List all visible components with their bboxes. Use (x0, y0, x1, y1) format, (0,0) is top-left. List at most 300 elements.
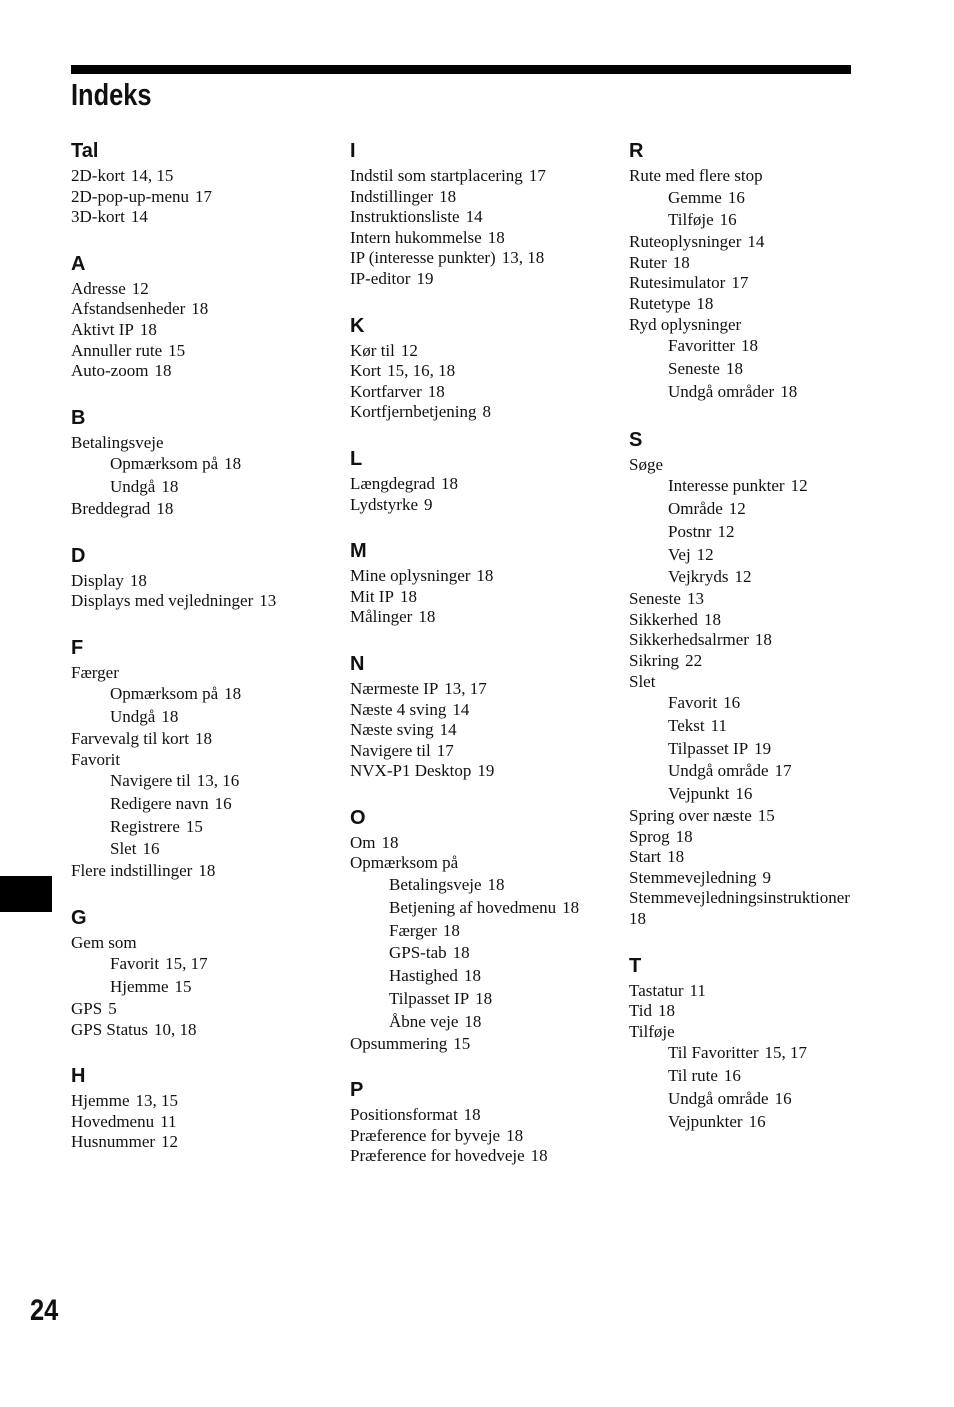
index-entry (629, 315, 919, 336)
index-entry (71, 1132, 333, 1153)
index-subentry (668, 760, 919, 783)
index-section (350, 311, 612, 423)
index-subentry (668, 692, 919, 715)
entry-pages: 14 (439, 720, 457, 740)
index-entry (350, 679, 612, 700)
entry-pages: 18 (667, 847, 685, 867)
index-entry (71, 187, 333, 208)
entry-term: Rutesimulator (629, 273, 726, 293)
index-section (71, 403, 333, 520)
entry-pages: 15 (757, 806, 775, 826)
index-subentry (668, 715, 919, 738)
index-entry (350, 1105, 612, 1126)
entry-term: Seneste (629, 589, 681, 609)
entry-term: Intern hukommelse (350, 227, 482, 247)
index-subentry (668, 1042, 919, 1065)
index-entry (350, 1146, 612, 1167)
entry-term: Registrere (110, 816, 180, 836)
index-entry (629, 589, 919, 610)
entry-pages: 11 (710, 715, 727, 735)
index-subentry (389, 897, 612, 920)
entry-term: Displays med vejledninger (71, 591, 254, 611)
top-rule (71, 65, 851, 74)
entry-pages: 16 (727, 187, 745, 207)
entry-pages: 16 (723, 1066, 741, 1086)
index-section (350, 803, 612, 1054)
index-entry (629, 253, 919, 274)
entry-pages: 14 (452, 699, 470, 719)
entry-term: Redigere navn (110, 793, 209, 813)
entry-pages: 18 (475, 989, 493, 1009)
index-subentry (668, 475, 919, 498)
index-entry (350, 607, 612, 628)
index-entry (71, 750, 333, 771)
entry-term: Husnummer (71, 1132, 156, 1152)
index-entry (71, 207, 333, 228)
entry-pages: 18 (139, 319, 157, 339)
index-section (629, 136, 919, 404)
entry-pages: 18 (487, 227, 505, 247)
entry-term: Gem som (71, 932, 137, 952)
index-entry (350, 382, 612, 403)
index-entry (629, 610, 919, 631)
index-entry (350, 402, 612, 423)
entry-term: Rute med flere stop (629, 166, 763, 185)
entry-pages: 17 (436, 740, 454, 760)
page-title: Indeks (71, 77, 152, 112)
index-section (71, 541, 333, 612)
entry-pages: 15, 17 (764, 1043, 808, 1063)
index-entry (71, 1091, 333, 1112)
entry-term: GPS (71, 999, 103, 1019)
section-letter: P (350, 1079, 364, 1102)
index-entry (71, 166, 333, 187)
chapter-tab-marker (0, 876, 52, 912)
entry-pages: 5 (108, 999, 117, 1019)
index-entry (71, 861, 333, 882)
index-entry (71, 999, 333, 1020)
entry-pages: 22 (685, 650, 703, 670)
entry-pages: 15, 16, 18 (387, 361, 456, 381)
index-section (350, 444, 612, 515)
entry-term: Opmærksom på (110, 454, 219, 474)
entry-pages: 18 (658, 1001, 676, 1021)
index-subentry (668, 381, 919, 404)
index-subentry (110, 793, 333, 816)
entry-pages: 18 (562, 897, 580, 917)
entry-pages: 18 (452, 943, 470, 963)
index-section (71, 249, 333, 382)
entry-term: Til Favoritter (668, 1043, 759, 1063)
entry-pages: 14 (747, 232, 765, 252)
section-letter: F (71, 636, 84, 659)
entry-pages: 9 (424, 494, 433, 514)
entry-term: Undgå (110, 707, 156, 727)
entry-term: Favorit (110, 954, 160, 974)
index-section (629, 951, 919, 1134)
entry-pages: 14, 15 (130, 166, 174, 185)
entry-term: Slet (629, 671, 656, 691)
entry-term: Til rute (668, 1066, 718, 1086)
entry-pages: 18 (672, 252, 690, 272)
index-section (71, 633, 333, 882)
entry-pages: 12 (400, 340, 418, 360)
index-entry (350, 207, 612, 228)
entry-term: Positionsformat (350, 1105, 458, 1125)
entry-pages: 13 (259, 591, 277, 611)
entry-pages: 17 (774, 761, 792, 781)
entry-term: Tekst (668, 715, 705, 735)
index-subentry (668, 1088, 919, 1111)
entry-pages: 10, 18 (154, 1019, 197, 1039)
entry-pages: 16 (214, 793, 232, 813)
section-letter: A (71, 252, 86, 275)
entry-term: Annuller rute (71, 340, 163, 360)
entry-pages: 18 (506, 1125, 524, 1145)
entry-term: Favorit (71, 749, 121, 769)
entry-term: Stemmevejledningsinstruktioner (629, 888, 850, 908)
index-entry (629, 672, 919, 693)
index-entry (71, 361, 333, 382)
entry-term: Færger (389, 920, 437, 940)
entry-term: Vejkryds (668, 567, 729, 587)
entry-term: Opmærksom på (350, 853, 459, 873)
index-entry (350, 700, 612, 721)
entry-term: Vej (668, 544, 691, 564)
entry-term: Målinger (350, 607, 413, 627)
entry-pages: 18 (703, 609, 721, 629)
index-entry (71, 1112, 333, 1133)
index-subentry (668, 566, 919, 589)
entry-pages: 18 (129, 570, 147, 590)
index-subentry (110, 476, 333, 499)
entry-pages: 14 (130, 207, 148, 227)
entry-pages: 18 (675, 826, 693, 846)
index-entry (629, 868, 919, 889)
entry-term: IP-editor (350, 268, 411, 288)
index-entry (71, 571, 333, 592)
index-section (350, 136, 612, 290)
entry-term: Adresse (71, 278, 126, 298)
entry-term: Undgå områder (668, 381, 775, 401)
index-entry (71, 279, 333, 300)
entry-term: Favorit (668, 693, 718, 713)
index-subentry (389, 920, 612, 943)
index-entry (350, 761, 612, 782)
entry-term: Betalingsveje (71, 432, 164, 452)
entry-term: Gemme (668, 187, 722, 207)
index-subentry (668, 498, 919, 521)
entry-pages: 16 (719, 210, 737, 230)
entry-term: 2D-kort (71, 166, 125, 185)
entry-term: Postnr (668, 521, 712, 541)
entry-pages: 15 (185, 816, 203, 836)
entry-pages: 18 (780, 381, 798, 401)
index-entry (71, 499, 333, 520)
entry-pages: 12 (131, 278, 149, 298)
entry-pages: 18 (224, 454, 242, 474)
index-column-1 (71, 136, 333, 1153)
section-letter: L (350, 447, 363, 470)
index-entry (71, 433, 333, 454)
index-entry (350, 474, 612, 495)
index-subentry (389, 1011, 612, 1034)
entry-pages: 18 (487, 875, 505, 895)
section-letter: B (71, 406, 86, 429)
entry-term: Vejpunkt (668, 784, 730, 804)
entry-term: 2D-pop-up-menu (71, 186, 190, 206)
entry-term: Tid (629, 1001, 653, 1021)
entry-pages: 12 (734, 567, 752, 587)
index-entry (350, 1126, 612, 1147)
section-letter: I (350, 140, 356, 162)
entry-term: Slet (110, 839, 137, 859)
entry-pages: 16 (774, 1089, 792, 1109)
entry-pages: 13, 15 (135, 1091, 179, 1111)
index-column-3 (629, 136, 919, 1134)
entry-term: GPS Status (71, 1019, 148, 1039)
entry-term: Tilpasset IP (668, 738, 749, 758)
index-section (350, 536, 612, 628)
entry-term: Flere indstillinger (71, 861, 193, 881)
entry-term: Søge (629, 454, 663, 474)
entry-pages: 18 (381, 832, 399, 852)
index-entry (71, 341, 333, 362)
entry-term: Navigere til (350, 740, 431, 760)
index-entry (350, 587, 612, 608)
entry-term: Tilføje (668, 210, 714, 230)
entry-pages: 15 (168, 340, 186, 360)
entry-term: Næste sving (350, 720, 434, 740)
index-section (71, 136, 333, 228)
entry-term: Aktivt IP (71, 319, 134, 339)
entry-pages: 17 (731, 273, 749, 293)
index-section (629, 425, 919, 930)
entry-term: Hjemme (71, 1091, 130, 1111)
index-subentry (110, 953, 333, 976)
entry-pages: 18 (399, 586, 417, 606)
index-entry (71, 933, 333, 954)
entry-term: Opmærksom på (110, 684, 219, 704)
entry-pages: 15, 17 (165, 954, 208, 974)
entry-term: Instruktionsliste (350, 207, 460, 227)
entry-pages: 18 (741, 336, 759, 356)
entry-pages: 12 (790, 476, 808, 496)
entry-pages: 13, 18 (501, 248, 545, 268)
entry-pages: 19 (477, 761, 495, 781)
entry-term: Hastighed (389, 966, 458, 986)
section-letter: N (350, 652, 365, 675)
entry-term: Sikring (629, 650, 680, 670)
entry-pages: 18 (442, 920, 460, 940)
index-subentry (110, 816, 333, 839)
page-number: 24 (30, 1294, 59, 1327)
entry-term: Display (71, 570, 124, 590)
entry-pages: 18 (464, 1011, 482, 1031)
entry-pages: 16 (723, 693, 741, 713)
index-subentry (110, 976, 333, 999)
index-entry (350, 187, 612, 208)
index-subentry (668, 738, 919, 761)
entry-term: Kør til (350, 340, 395, 360)
index-entry (629, 847, 919, 868)
index-entry (350, 495, 612, 516)
entry-pages: 18 (725, 358, 743, 378)
index-column-2 (350, 136, 612, 1167)
index-entry (629, 888, 919, 909)
index-subentry (389, 874, 612, 897)
entry-term: Præference for hovedveje (350, 1146, 525, 1166)
entry-term: Betalingsveje (389, 875, 482, 895)
index-entry (629, 1022, 919, 1043)
index-subentry (668, 335, 919, 358)
index-entry (71, 1020, 333, 1041)
entry-pages: 18 (439, 186, 457, 206)
entry-term: Interesse punkter (668, 476, 785, 496)
entry-term: Rutetype (629, 293, 691, 313)
entry-pages: 11 (689, 980, 706, 1000)
entry-pages: 12 (161, 1132, 179, 1152)
entry-pages: 18 (154, 361, 172, 381)
entry-term: 3D-kort (71, 207, 125, 227)
index-entry (350, 853, 612, 874)
index-entry (629, 166, 919, 187)
entry-term: Navigere til (110, 771, 191, 791)
index-entry (71, 591, 333, 612)
entry-term: Opsummering (350, 1033, 448, 1053)
entry-term: Farvevalg til kort (71, 728, 190, 748)
entry-term: Tastatur (629, 980, 684, 1000)
entry-term: Favoritter (668, 336, 736, 356)
entry-term: Nærmeste IP (350, 678, 439, 698)
entry-term: Breddegrad (71, 498, 151, 518)
entry-pages: 16 (748, 1111, 766, 1131)
entry-term: Vejpunkter (668, 1111, 743, 1131)
entry-pages: 18 (156, 498, 174, 518)
index-entry (629, 651, 919, 672)
index-entry (629, 981, 919, 1002)
entry-pages: 13, 17 (444, 678, 487, 698)
index-section (71, 903, 333, 1040)
index-entry (350, 833, 612, 854)
section-letter: S (629, 428, 643, 451)
entry-term: Spring over næste (629, 806, 752, 826)
entry-term: 18 (629, 909, 646, 929)
index-entry (629, 273, 919, 294)
entry-term: Område (668, 498, 723, 518)
entry-term: Kortfjernbetjening (350, 402, 477, 422)
entry-term: Lydstyrke (350, 494, 418, 514)
index-subentry (110, 706, 333, 729)
index-entry (71, 299, 333, 320)
index-entry (350, 341, 612, 362)
section-letter: O (350, 806, 366, 829)
index-subentry (668, 1111, 919, 1134)
entry-pages: 9 (762, 867, 771, 887)
entry-term: GPS-tab (389, 943, 447, 963)
entry-term: IP (interesse punkter) (350, 248, 496, 268)
index-entry (629, 1001, 919, 1022)
index-entry (629, 630, 919, 651)
index-entry (629, 909, 919, 930)
index-subentry (110, 683, 333, 706)
entry-pages: 13 (686, 589, 704, 609)
entry-term: Mit IP (350, 586, 394, 606)
index-subentry (668, 544, 919, 567)
entry-pages: 12 (728, 498, 746, 518)
entry-term: Ryd oplysninger (629, 314, 742, 334)
entry-term: Indstillinger (350, 186, 434, 206)
index-entry (71, 320, 333, 341)
entry-pages: 16 (735, 784, 753, 804)
entry-term: Om (350, 832, 376, 852)
entry-pages: 15 (453, 1033, 471, 1053)
section-letter: T (629, 954, 642, 977)
index-entry (350, 361, 612, 382)
entry-pages: 18 (191, 299, 209, 319)
index-entry (350, 166, 612, 187)
section-letter: H (71, 1065, 86, 1088)
index-entry (71, 729, 333, 750)
section-letter: Tal (71, 140, 99, 162)
index-subentry (110, 838, 333, 861)
index-subentry (668, 358, 919, 381)
entry-pages: 15 (174, 977, 192, 997)
index-section (350, 1075, 612, 1167)
entry-pages: 19 (754, 738, 772, 758)
entry-pages: 17 (195, 186, 213, 206)
entry-pages: 18 (463, 966, 481, 986)
index-entry (350, 269, 612, 290)
entry-term: Undgå (110, 477, 156, 497)
index-subentry (668, 187, 919, 210)
section-letter: K (350, 314, 365, 337)
entry-term: Auto-zoom (71, 361, 149, 381)
index-entry (350, 566, 612, 587)
index-subentry (110, 770, 333, 793)
index-entry (350, 1034, 612, 1055)
index-subentry (668, 521, 919, 544)
entry-pages: 14 (465, 207, 483, 227)
index-entry (629, 806, 919, 827)
entry-term: Indstil som startplacering (350, 166, 523, 185)
entry-term: Sprog (629, 826, 670, 846)
entry-pages: 16 (142, 839, 160, 859)
entry-term: Undgå område (668, 761, 769, 781)
entry-term: Sikkerhed (629, 609, 698, 629)
entry-pages: 18 (224, 684, 242, 704)
entry-term: Sikkerhedsalrmer (629, 630, 749, 650)
entry-term: Stemmevejledning (629, 867, 757, 887)
section-letter: D (71, 544, 86, 567)
entry-pages: 18 (530, 1146, 548, 1166)
entry-pages: 18 (754, 630, 772, 650)
section-letter: M (350, 540, 367, 563)
entry-pages: 8 (482, 402, 492, 422)
entry-term: Færger (71, 662, 119, 682)
entry-pages: 19 (416, 268, 434, 288)
entry-pages: 18 (476, 566, 494, 586)
entry-pages: 18 (161, 707, 179, 727)
entry-term: Ruter (629, 252, 667, 272)
entry-pages: 12 (696, 544, 714, 564)
index-entry (629, 827, 919, 848)
entry-pages: 18 (195, 728, 213, 748)
entry-term: Længdegrad (350, 473, 435, 493)
entry-pages: 18 (418, 607, 436, 627)
entry-term: Kort (350, 361, 382, 381)
entry-term: Næste 4 sving (350, 699, 447, 719)
